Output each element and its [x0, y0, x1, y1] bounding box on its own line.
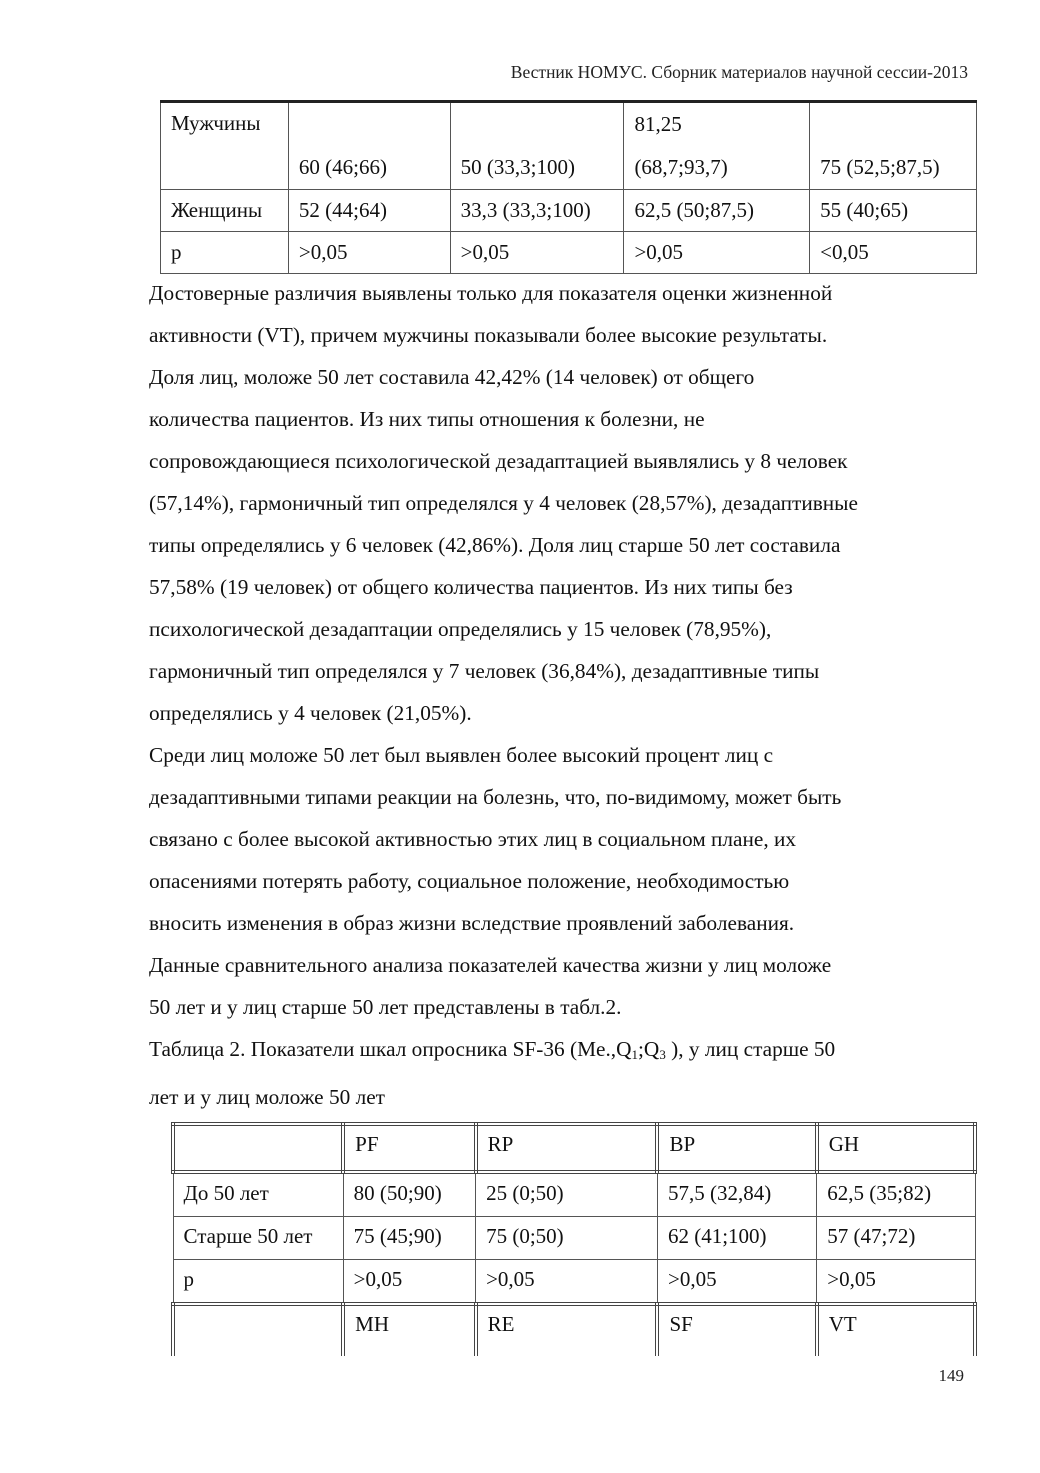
cell: 57,5 (32,84) — [657, 1172, 816, 1217]
text-line: психологической дезадаптации определялись у 15 человек (78,95%), — [149, 617, 772, 641]
cell: <0,05 — [810, 232, 977, 274]
cell: 25 (0;50) — [476, 1172, 658, 1217]
cell: 62 (41;100) — [657, 1217, 816, 1260]
header-cell: BP — [657, 1124, 816, 1172]
table-row — [173, 1217, 975, 1260]
header-cell — [173, 1304, 343, 1356]
text-line: дезадаптивными типами реакции на болезнь, что, по-видимому, может быть — [149, 785, 842, 809]
cell: 80 (50;90) — [343, 1172, 475, 1217]
table-1 — [160, 100, 977, 274]
text-line: опасениями потерять работу, социальное положение, необходимостью — [149, 869, 790, 893]
table-header-row — [173, 1124, 975, 1172]
running-head: Вестник НОМУС. Сборник материалов научной сессии-2013 — [510, 62, 968, 82]
row-label: Женщины — [161, 190, 289, 232]
row-label: Мужчины — [161, 102, 289, 190]
cell: 62,5 (35;82) — [817, 1172, 975, 1217]
cell: >0,05 — [288, 232, 450, 274]
table-row — [173, 1260, 975, 1305]
text-line: (57,14%), гармоничный тип определялся у 4 человек (28,57%), дезадаптивные — [149, 491, 858, 515]
text-line: Доля лиц, моложе 50 лет составила 42,42% (14 человек) от общего — [149, 365, 755, 389]
table-row-men — [161, 102, 977, 190]
table-row — [173, 1172, 975, 1217]
header-cell: RE — [476, 1304, 658, 1356]
header-cell — [173, 1124, 343, 1172]
text-line: Достоверные различия выявлены только для показателя оценки жизненной — [149, 281, 833, 305]
cell: >0,05 — [450, 232, 624, 274]
text-line: 57,58% (19 человек) от общего количества пациентов. Из них типы без — [149, 575, 793, 599]
cell: >0,05 — [817, 1260, 975, 1305]
header-cell: MH — [343, 1304, 475, 1356]
row-label: До 50 лет — [173, 1172, 343, 1217]
cell: 60 (46;66) — [298, 155, 387, 179]
header-cell: GH — [817, 1124, 975, 1172]
text-line: 50 лет и у лиц старше 50 лет представлены в табл.2. — [149, 995, 622, 1019]
text-line: гармоничный тип определялся у 7 человек (36,84%), дезадаптивные типы — [149, 659, 820, 683]
page-number: 149 — [938, 1366, 964, 1385]
table-header-row-2 — [173, 1304, 975, 1356]
cell: 52 (44;64) — [288, 190, 450, 232]
table-2 — [171, 1122, 977, 1356]
text-line: активности (VT), причем мужчины показывали более высокие результаты. — [149, 323, 828, 347]
cell-line1: 81,25 — [634, 112, 682, 136]
text-line: определялись у 4 человек (21,05%). — [149, 701, 472, 725]
cell: 33,3 (33,3;100) — [450, 190, 624, 232]
header-cell: RP — [476, 1124, 658, 1172]
text-line: Данные сравнительного анализа показателей качества жизни у лиц моложе — [149, 953, 832, 977]
table-caption: Таблица 2. Показатели шкал опросника SF-36 ($Me.,Q_1;Q_3$ ), у лиц старше 50 — [149, 1037, 836, 1062]
cell: 75 (52,5;87,5) — [820, 155, 940, 179]
body-text — [149, 272, 979, 1118]
cell: 75 (45;90) — [343, 1217, 475, 1260]
cell-line2: (68,7;93,7) — [634, 155, 728, 179]
cell: 50 (33,3;100) — [460, 155, 575, 179]
text-line: Среди лиц моложе 50 лет был выявлен более высокий процент лиц с — [149, 743, 774, 767]
cell: 75 (0;50) — [476, 1217, 658, 1260]
text-line: вносить изменения в образ жизни вследствие проявлений заболевания. — [149, 911, 795, 935]
row-label: Старше 50 лет — [173, 1217, 343, 1260]
cell: >0,05 — [476, 1260, 658, 1305]
table-row-p — [161, 232, 977, 274]
text-line: связано с более высокой активностью этих лиц в социальном плане, их — [149, 827, 797, 851]
cell: >0,05 — [343, 1260, 475, 1305]
header-cell: PF — [343, 1124, 475, 1172]
text-line: сопровождающиеся психологической дезадаптацией выявлялись у 8 человек — [149, 449, 848, 473]
row-label: p — [173, 1260, 343, 1305]
text-line: количества пациентов. Из них типы отношения к болезни, не — [149, 407, 705, 431]
cell: 55 (40;65) — [810, 190, 977, 232]
cell: 57 (47;72) — [817, 1217, 975, 1260]
text-line: типы определялись у 6 человек (42,86%). Доля лиц старше 50 лет составила — [149, 533, 841, 557]
cell: >0,05 — [624, 232, 810, 274]
table-row-women — [161, 190, 977, 232]
header-cell: SF — [657, 1304, 816, 1356]
cell: >0,05 — [657, 1260, 816, 1305]
row-label: p — [161, 232, 289, 274]
table-caption-line2: лет и у лиц моложе 50 лет — [149, 1085, 385, 1109]
cell: 62,5 (50;87,5) — [624, 190, 810, 232]
header-cell: VT — [817, 1304, 975, 1356]
